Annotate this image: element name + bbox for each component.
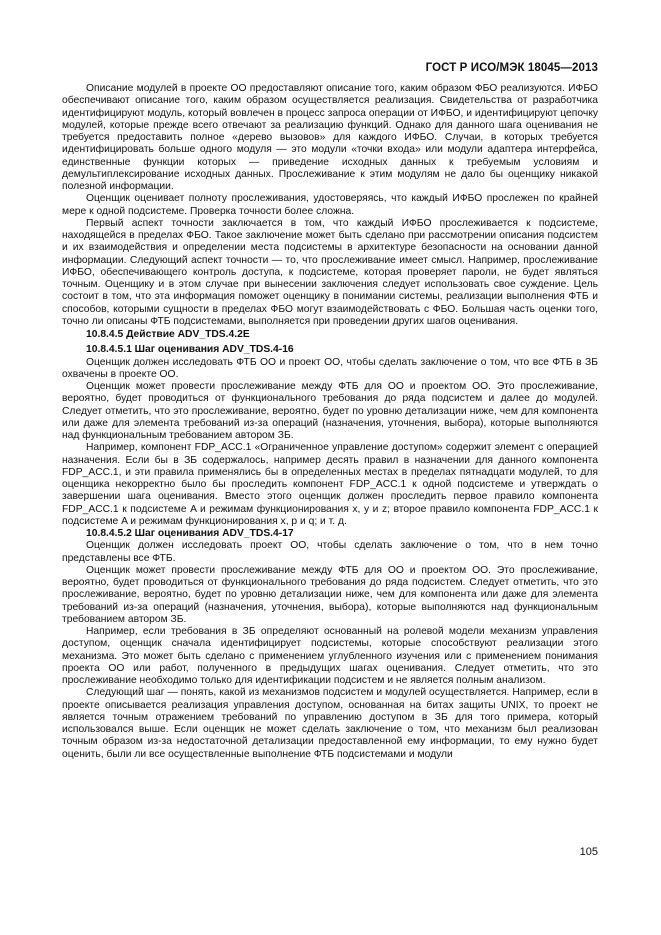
document-body	[62, 83, 598, 761]
section-heading: 10.8.4.5 Действие ADV_TDS.4.2E	[86, 329, 250, 340]
paragraph: Оценщик должен исследовать ФТБ ОО и проект ОО, чтобы сделать заключение о том, что все ФТБ в ЗБ охвачены в проекте ОО.	[62, 356, 598, 380]
paragraph: Следующий шаг — понять, какой из механизмов подсистем и модулей осуществляется. Например, если в проекте описывается реализация управления доступом, основанная на битах защиты UNIX, то проект не является точным отражением требований по управлению доступом в ЗБ для того примера, который использовался выше. Если оценщик не может сделать заключение о том, что механизм был реализован точным образом из-за недостаточной детализации предоставленной ему информации, то ему нужно будет оценить, были ли все осуществленные выполнение ФТБ подсистемами и модули	[62, 687, 598, 760]
document-header: ГОСТ Р ИСО/МЭК 18045—2013	[425, 62, 598, 74]
subsection-heading: 10.8.4.5.1 Шаг оценивания ADV_TDS.4-16	[86, 344, 294, 356]
paragraph: Описание модулей в проекте ОО предоставляют описание того, каким образом ФБО реализуются. ИФБО обеспечивают описание того, каким образом осуществляется реализация. Свидетельства от разработчика идентифицируют модуль, который вовлечен в процесс запроса операции от ИФБО, и идентифицируют цепочку модулей, которые прежде всего отвечают за реализацию функций. Однако для данного шага оценивания не требуется предоставить полное «дерево вызовов» для каждого ИФБО. Случаи, в которых требуется идентифицировать больше одного модуля — это модули «точки входа» или модули адаптера интерфейса, единственные функции которых — приведение исходных данных к требуемым условиям и демультиплексирование исходных данных. Прослеживание к этим модулям не дало бы оценщику никакой полезной информации.	[62, 83, 598, 192]
paragraph: Например, если требования в ЗБ определяют основанный на ролевой модели механизм управления доступом, оценщик сначала идентифицирует подсистемы, которые способствуют реализации этого механизма. Это может быть сделано с применением углубленного изучения или с применением понимания проекта ОО или работ, полученного в предыдущих шагах оценивания. Следует отметить, что это прослеживание необходимо только для идентификации подсистем и не является полным анализом.	[62, 626, 598, 686]
paragraph: Первый аспект точности заключается в том, что каждый ИФБО прослеживается к подсистеме, находящейся в пределах ФБО. Такое заключение может быть сделано при рассмотрении описания подсистем и их взаимодействия и определении места подсистемы в архитектуре безопасности на основании данной информации. Следующий аспект точности — то, что прослеживание имеет смысл. Например, прослеживание ИФБО, обеспечивающего контроль доступа, к подсистеме, которая проверяет пароли, не будет являться точным. Оценщику и в этом случае при вынесении заключения следует использовать свое суждение. Цель состоит в том, что эта информация поможет оценщику в понимании системы, реализации выполнения ФТБ и способов, которыми сущности в пределах ФБО могут взаимодействовать с ФБО. Большая часть оценки того, точно ли описаны ФТБ подсистемами, выполняется при проведении других шагов оценивания.	[62, 217, 598, 327]
paragraph: Оценщик может провести прослеживание между ФТБ для ОО и проектом ОО. Это прослеживание, вероятно, будет проводиться от функционального требования до ряда подсистем. Следует отметить, что это прослеживание, вероятно, будет по уровню детализации ниже, чем для компонента или даже для элемента требований из-за операций (назначения, уточнения, выбора), которые выполняются над функциональным требованием автором ЗБ.	[62, 564, 598, 625]
page-number: 105	[579, 846, 598, 858]
paragraph: Оценщик оценивает полноту прослеживания, удостоверяясь, что каждый ИФБО прослежен по крайней мере к одной подсистеме. Проверка точности более сложна.	[62, 193, 598, 217]
paragraph: Например, компонент FDP_ACC.1 «Ограниченное управление доступом» содержит элемент с операцией назначения. Если бы в ЗБ содержалось, например десять правил в назначении для данного компонента FDP_ACC.1, и эти правила применялись бы в определенных местах в пределах пятнадцати модулей, то для оценщика некорректно было бы проследить компонент FDP_ACC.1 к одной подсистеме и утверждать о завершении шага оценивания. Вместо этого оценщик должен проследить первое правило компонента FDP_ACC.1 к подсистеме A и режимам функционирования x, y и z; второе правило компонента FDP_ACC.1 к подсистеме A и режимам функционирования x, p и q; и т. д.	[62, 442, 598, 527]
paragraph: Оценщик должен исследовать проект ОО, чтобы сделать заключение о том, что в нем точно представлены все ФТБ.	[62, 540, 598, 564]
subsection-heading: 10.8.4.5.2 Шаг оценивания ADV_TDS.4-17	[86, 528, 294, 539]
paragraph: Оценщик может провести прослеживание между ФТБ для ОО и проектом ОО. Это прослеживание, вероятно, будет проводиться от функционального требования до ряда подсистем и далее до модулей. Следует отметить, что это прослеживание, вероятно, будет по уровню детализации ниже, чем для компонента или даже для элемента требований из-за операций (назначения, уточнения, выбора), которые выполняются над функциональным требованием автором ЗБ.	[62, 381, 598, 441]
